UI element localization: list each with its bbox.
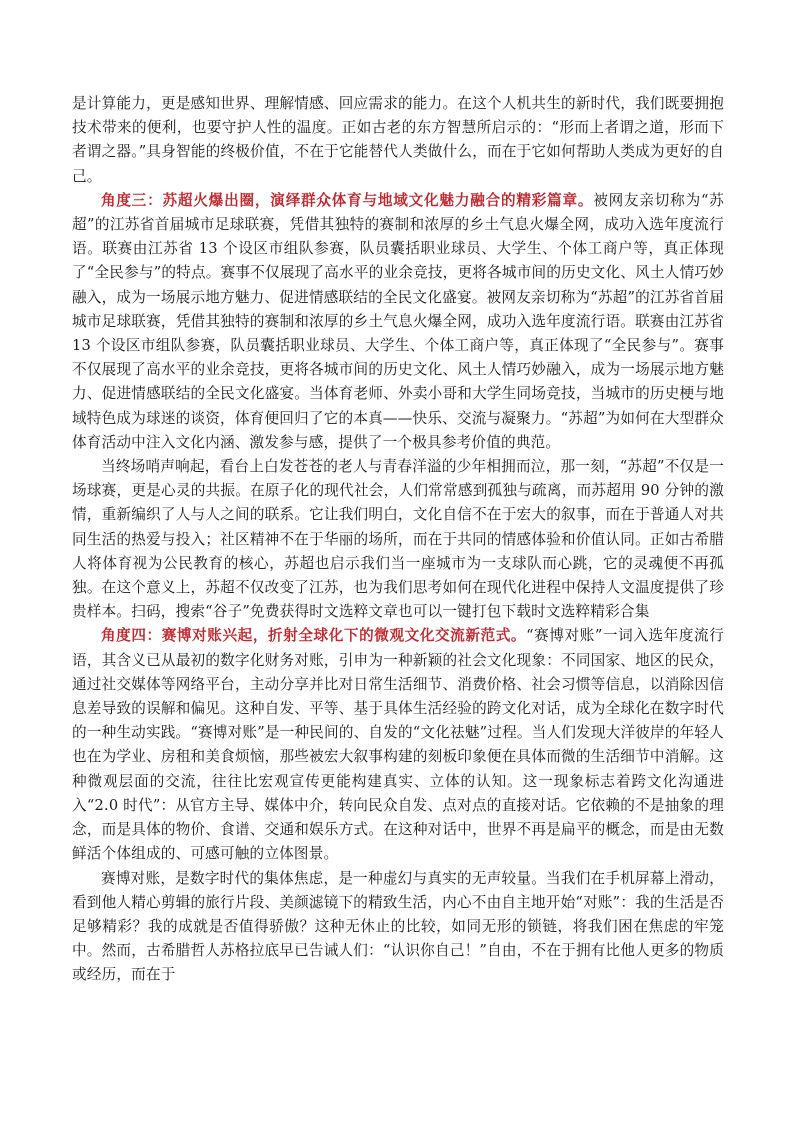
paragraph-su-super-reflection [72, 455, 724, 624]
paragraph-angle-three [72, 189, 724, 455]
angle-four-heading: 角度四：赛博对账兴起，折射全球化下的微观文化交流新范式。 [101, 627, 527, 645]
paragraph-angle-four [72, 624, 724, 866]
paragraph-cyber-reconciliation-reflection [72, 867, 724, 988]
paragraph-text: “赛博对账”一词入选年度流行语，其含义已从最初的数字化财务对账，引申为一种新颖的社会文化现象：不同国家、地区的民众，通过社交媒体等网络平台，主动分享并比对日常生活细节、消费价格、社会习惯等信息，以消除因信息差导致的误解和偏见。这种自发、平等、基于具体生活经验的跨文化对话，成为全球化在数字时代的一种生动实践。“赛博对账”是一种民间的、自发的“文化祛魅”过程。当人们发现大洋彼岸的年轻人也在为学业、房租和美食烦恼，那些被宏大叙事构建的刻板印象便在具体而微的生活细节中消解。这种微观层面的交流，往往比宏观宣传更能构建真实、立体的认知。这一现象标志着跨文化沟通进入“2.0 时代”：从官方主导、媒体中介，转向民众自发、点对点的直接对话。它依赖的不是抽象的理念，而是具体的物价、食谱、交通和娱乐方式。在这种对话中，世界不再是扁平的概念，而是由无数鲜活个体组成的、可感可触的立体图景。 [72, 627, 724, 863]
paragraph-text: 是计算能力，更是感知世界、理解情感、回应需求的能力。在这个人机共生的新时代，我们既要拥抱技术带来的便利，也要守护人性的温度。正如古老的东方智慧所启示的：“形而上者谓之道，形而下者谓之器。”具身智能的终极价值，不在于它能替代人类做什么，而在于它如何帮助人类成为更好的自己。 [72, 95, 724, 185]
paragraph-ai-conclusion [72, 92, 724, 189]
angle-three-heading: 角度三：苏超火爆出圈，演绎群众体育与地域文化魅力融合的精彩篇章。 [101, 191, 594, 209]
paragraph-text: 赛博对账，是数字时代的集体焦虑，是一种虚幻与真实的无声较量。当我们在手机屏幕上滑动，看到他人精心剪辑的旅行片段、美颜滤镜下的精致生活，内心不由自主地开始“对账”：我的生活是否足够精彩？我的成就是否值得骄傲？这种无休止的比较，如同无形的锁链，将我们困在焦虑的牢笼中。然而，古希腊哲人苏格拉底早已告诫人们：“认识你自己！”自由，不在于拥有比他人更多的物质或经历，而在于 [72, 869, 724, 984]
paragraph-text: 当终场哨声响起，看台上白发苍苍的老人与青春洋溢的少年相拥而泣，那一刻，“苏超”不仅是一场球赛，更是心灵的共振。在原子化的现代社会，人们常常感到孤独与疏离，而苏超用 90 分钟的激情，重新编织了人与人之间的联系。它让我们明白，文化自信不在于宏大的叙事，而在于普通人对共同生活的热爱与投入；社区精神不在于华丽的场所，而在于共同的情感体验和价值认同。正如古希腊人将体育视为公民教育的核心，苏超也启示我们当一座城市为一支球队而心跳，它的灵魂便不再孤独。在这个意义上，苏超不仅改变了江苏，也为我们思考如何在现代化进程中保持人文温度提供了珍贵样本。扫码，搜索“谷子”免费获得时文选粹文章也可以一键打包下载时文选粹精彩合集 [72, 458, 724, 621]
paragraph-text: 被网友亲切称为“苏超”的江苏省首届城市足球联赛，凭借其独特的赛制和浓厚的乡土气息火爆全网，成功入选年度流行语。联赛由江苏省 13 个设区市组队参赛，队员囊括职业球员、大学生、个体工商户等，真正体现了“全民参与”的特点。赛事不仅展现了高水平的业余竞技，更将各城市间的历史文化、风土人情巧妙融入，成为一场展示地方魅力、促进情感联结的全民文化盛宴。被网友亲切称为“苏超”的江苏省首届城市足球联赛，凭借其独特的赛制和浓厚的乡土气息火爆全网，成功入选年度流行语。联赛由江苏省 13 个设区市组队参赛，队员囊括职业球员、大学生、个体工商户等，真正体现了“全民参与”。赛事不仅展现了高水平的业余竞技，更将各城市间的历史文化、风土人情巧妙融入，成为一场展示地方魅力、促进情感联结的全民文化盛宴。当体育老师、外卖小哥和大学生同场竞技，当城市的历史梗与地域特色成为球迷的谈资，体育便回归了它的本真——快乐、交流与凝聚力。“苏超”为如何在大型群众体育活动中注入文化内涵、激发参与感，提供了一个极具参考价值的典范。 [72, 191, 724, 451]
